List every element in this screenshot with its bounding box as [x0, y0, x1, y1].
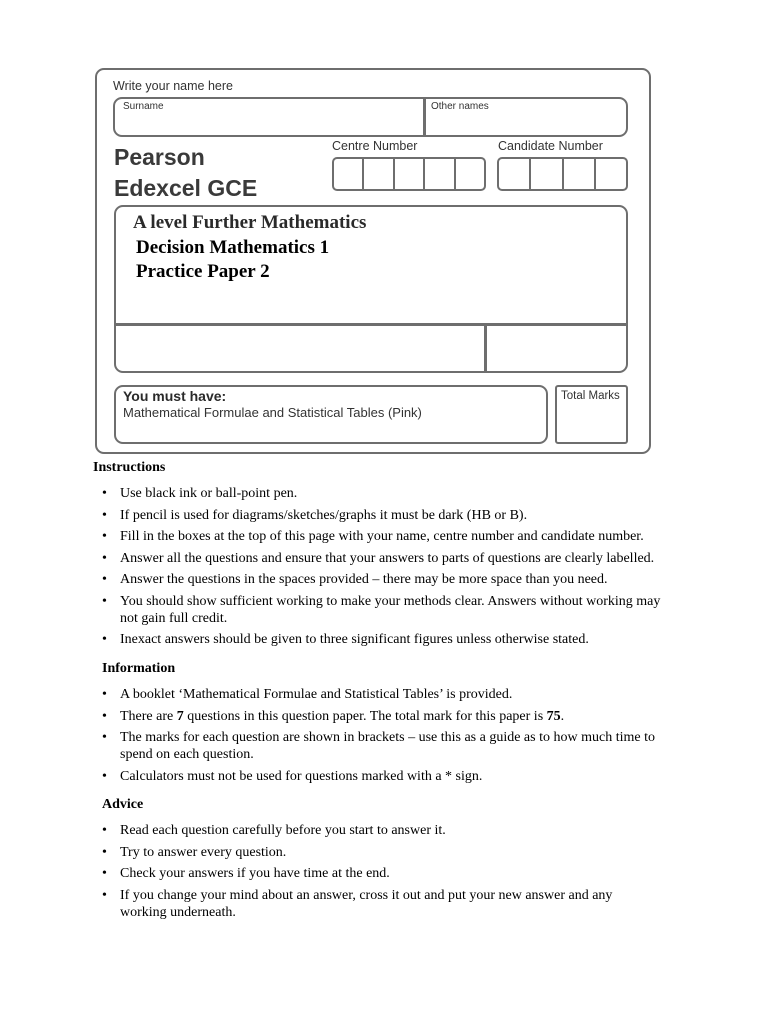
centre-number-field[interactable]: [332, 157, 486, 191]
text-run: There are: [120, 708, 177, 724]
list-item: • If pencil is used for diagrams/sketches/graphs it must be dark (HB or B).: [102, 507, 662, 524]
candidate-digit-box[interactable]: [531, 159, 563, 189]
candidate-digit-box[interactable]: [499, 159, 531, 189]
other-names-label: Other names: [431, 101, 489, 112]
list-item: • The marks for each question are shown in brackets – use this as a guide as to how much time to spend on each question.: [102, 729, 662, 763]
name-field[interactable]: [113, 97, 628, 137]
list-item: • You should show sufficient working to make your methods clear. Answers without working may not gain full credit.: [102, 593, 662, 627]
list-item: • Try to answer every question.: [102, 844, 662, 861]
centre-digit-box[interactable]: [425, 159, 455, 189]
paper-title-line-1: Decision Mathematics 1: [136, 237, 330, 258]
paper-title-line-2: Practice Paper 2: [136, 261, 270, 282]
list-item: • Read each question carefully before you start to answer it.: [102, 822, 662, 839]
list-item: • Calculators must not be used for questions marked with a * sign.: [102, 768, 662, 785]
title-box-divider: [114, 323, 628, 326]
centre-number-label: Centre Number: [332, 139, 418, 153]
must-have-heading: You must have:: [123, 388, 227, 404]
brand-line-2: Edexcel GCE: [114, 175, 258, 201]
surname-label: Surname: [123, 101, 164, 112]
advice-list: [102, 822, 662, 925]
list-item: • If you change your mind about an answer, cross it out and put your new answer and any working underneath.: [102, 887, 662, 921]
advice-heading: Advice: [102, 797, 144, 812]
list-item: [102, 708, 662, 725]
candidate-number-field[interactable]: [497, 157, 628, 191]
list-item: • Answer the questions in the spaces provided – there may be more space than you need.: [102, 571, 662, 588]
paper-title: [136, 236, 329, 284]
candidate-digit-box[interactable]: [596, 159, 626, 189]
candidate-number-label: Candidate Number: [498, 139, 603, 153]
brand-logo-text: [114, 142, 257, 204]
name-field-divider: [423, 97, 426, 137]
qualification-title: A level Further Mathematics: [133, 212, 367, 233]
brand-line-1: Pearson: [114, 144, 205, 170]
text-run: .: [560, 708, 565, 724]
instructions-heading: Instructions: [93, 460, 166, 475]
information-list: [102, 686, 662, 789]
centre-digit-box[interactable]: [395, 159, 425, 189]
title-box-column-divider: [484, 324, 487, 372]
list-item: • Check your answers if you have time at the end.: [102, 865, 662, 882]
list-item: • Answer all the questions and ensure that your answers to parts of questions are clearly labelled.: [102, 550, 662, 567]
list-item: • Use black ink or ball-point pen.: [102, 485, 662, 502]
write-name-label: Write your name here: [113, 79, 233, 93]
total-mark: 75: [546, 708, 561, 724]
list-item: • Fill in the boxes at the top of this page with your name, centre number and candidate number.: [102, 528, 662, 545]
candidate-digit-box[interactable]: [564, 159, 596, 189]
list-item: • Inexact answers should be given to three significant figures unless otherwise stated.: [102, 631, 662, 648]
centre-digit-box[interactable]: [456, 159, 484, 189]
information-heading: Information: [102, 661, 176, 676]
text-run: questions in this question paper. The total mark for this paper is: [183, 708, 547, 724]
centre-digit-box[interactable]: [334, 159, 364, 189]
total-marks-label: Total Marks: [561, 390, 620, 402]
list-item: • A booklet ‘Mathematical Formulae and Statistical Tables’ is provided.: [102, 686, 662, 703]
must-have-text: Mathematical Formulae and Statistical Tables (Pink): [123, 405, 422, 420]
question-count: 7: [176, 708, 184, 724]
centre-digit-box[interactable]: [364, 159, 394, 189]
instructions-list: [102, 485, 662, 653]
